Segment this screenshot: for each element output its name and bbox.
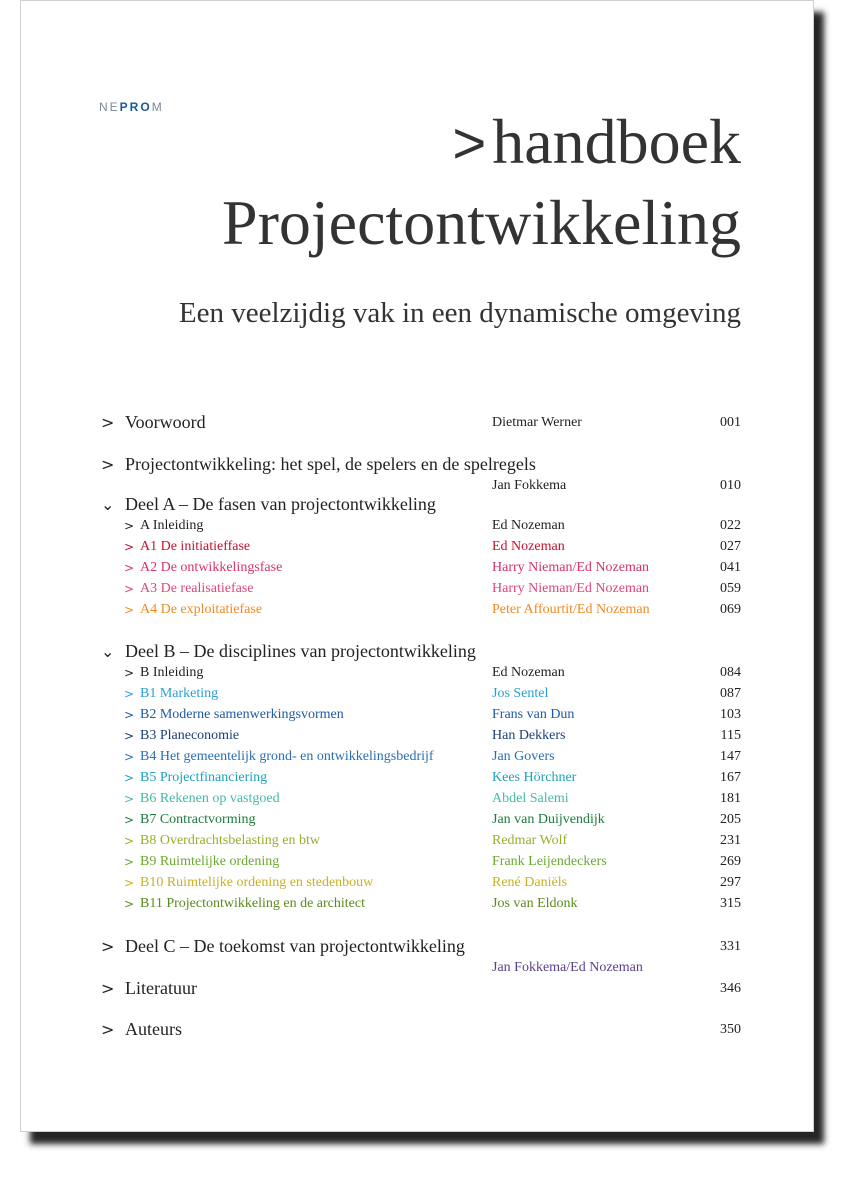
chevron-right-icon: > [124, 603, 135, 617]
chevron-right-icon: > [124, 771, 135, 785]
chevron-right-icon: > [124, 582, 135, 596]
chevron-right-icon: > [101, 455, 115, 474]
title-line-1: >handboek [452, 106, 741, 177]
chevron-right-icon: > [101, 413, 115, 432]
chevron-right-icon: > [124, 855, 135, 869]
chevron-right-icon: > [124, 540, 135, 554]
chevron-right-icon: > [124, 519, 135, 533]
chevron-right-icon: > [101, 1020, 115, 1039]
chevron-right-icon: > [124, 813, 135, 827]
chevron-down-icon: ⌄ [101, 495, 115, 514]
chevron-right-icon: > [124, 792, 135, 806]
chevron-right-icon: > [124, 561, 135, 575]
chevron-right-icon: > [101, 937, 115, 956]
chevron-right-icon: > [124, 687, 135, 701]
chevron-right-icon: > [124, 897, 135, 911]
chevron-down-icon: ⌄ [101, 642, 115, 661]
title-line-2: Projectontwikkeling [221, 187, 741, 258]
chevron-right-icon: > [124, 876, 135, 890]
publisher-logo: NEPROM [99, 100, 164, 114]
chevron-right-icon: > [124, 708, 135, 722]
subtitle: Een veelzijdig vak in een dynamische omgeving [178, 297, 741, 329]
title-arrow-icon: > [452, 111, 487, 176]
chevron-right-icon: > [124, 750, 135, 764]
chevron-right-icon: > [124, 666, 135, 680]
chevron-right-icon: > [101, 979, 115, 998]
book-cover: NEPROM >handboek Projectontwikkeling Een veelzijdig vak in een dynamische omgeving > Voorwoord Dietmar Werner 001 > Projectontwikkeling: het spel, de spelers en de spelregels Jan Fokkema 010 ⌄ Deel A – De fasen van projectontwikkeling > A Inleiding Ed Nozeman 022 > A1 De initiatieffase Ed Nozeman 027 > A2 De ontwikkelingsfase Harry Nieman/Ed Nozeman 041 > A3 De realisatiefase Harry Nieman/Ed Nozeman 059 > A4 De exploitatiefase Peter Affourtit/Ed Nozeman 069 ⌄ Deel B – De disciplines van projectontwikkeling > B Inleiding Ed Nozeman 084 > B1 Marketing Jos Sentel 087 > B2 Moderne samenwerkingsvormen Frans van Dun 103 > B3 Planeconomie Han Dekkers 115 > B4 Het gemeentelijk grond- en ontwikkelingsbedrijf Jan Govers 147 > B5 Projectfinanciering Kees Hörchner 167 > B6 Rekenen op vastgoed Abdel Salemi 181 > B7 Contractvorming Jan van Duijvendijk 205 > B8 Overdrachtsbelasting en btw Redmar Wolf 231 > B9 Ruimtelijke ordening Frank Leijendeckers 269 > B10 Ruimtelijke ordening en stedenbouw René Daniëls 297 > B11 Projectontwikkeling en de architect Jos van Eldonk 315 > Deel C – De toekomst van projectontwikkeling 331 Jan Fokkema/Ed Nozeman > Literatuur 346 > Auteurs 350 [20, 0, 814, 1132]
chevron-right-icon: > [124, 729, 135, 743]
chevron-right-icon: > [124, 834, 135, 848]
